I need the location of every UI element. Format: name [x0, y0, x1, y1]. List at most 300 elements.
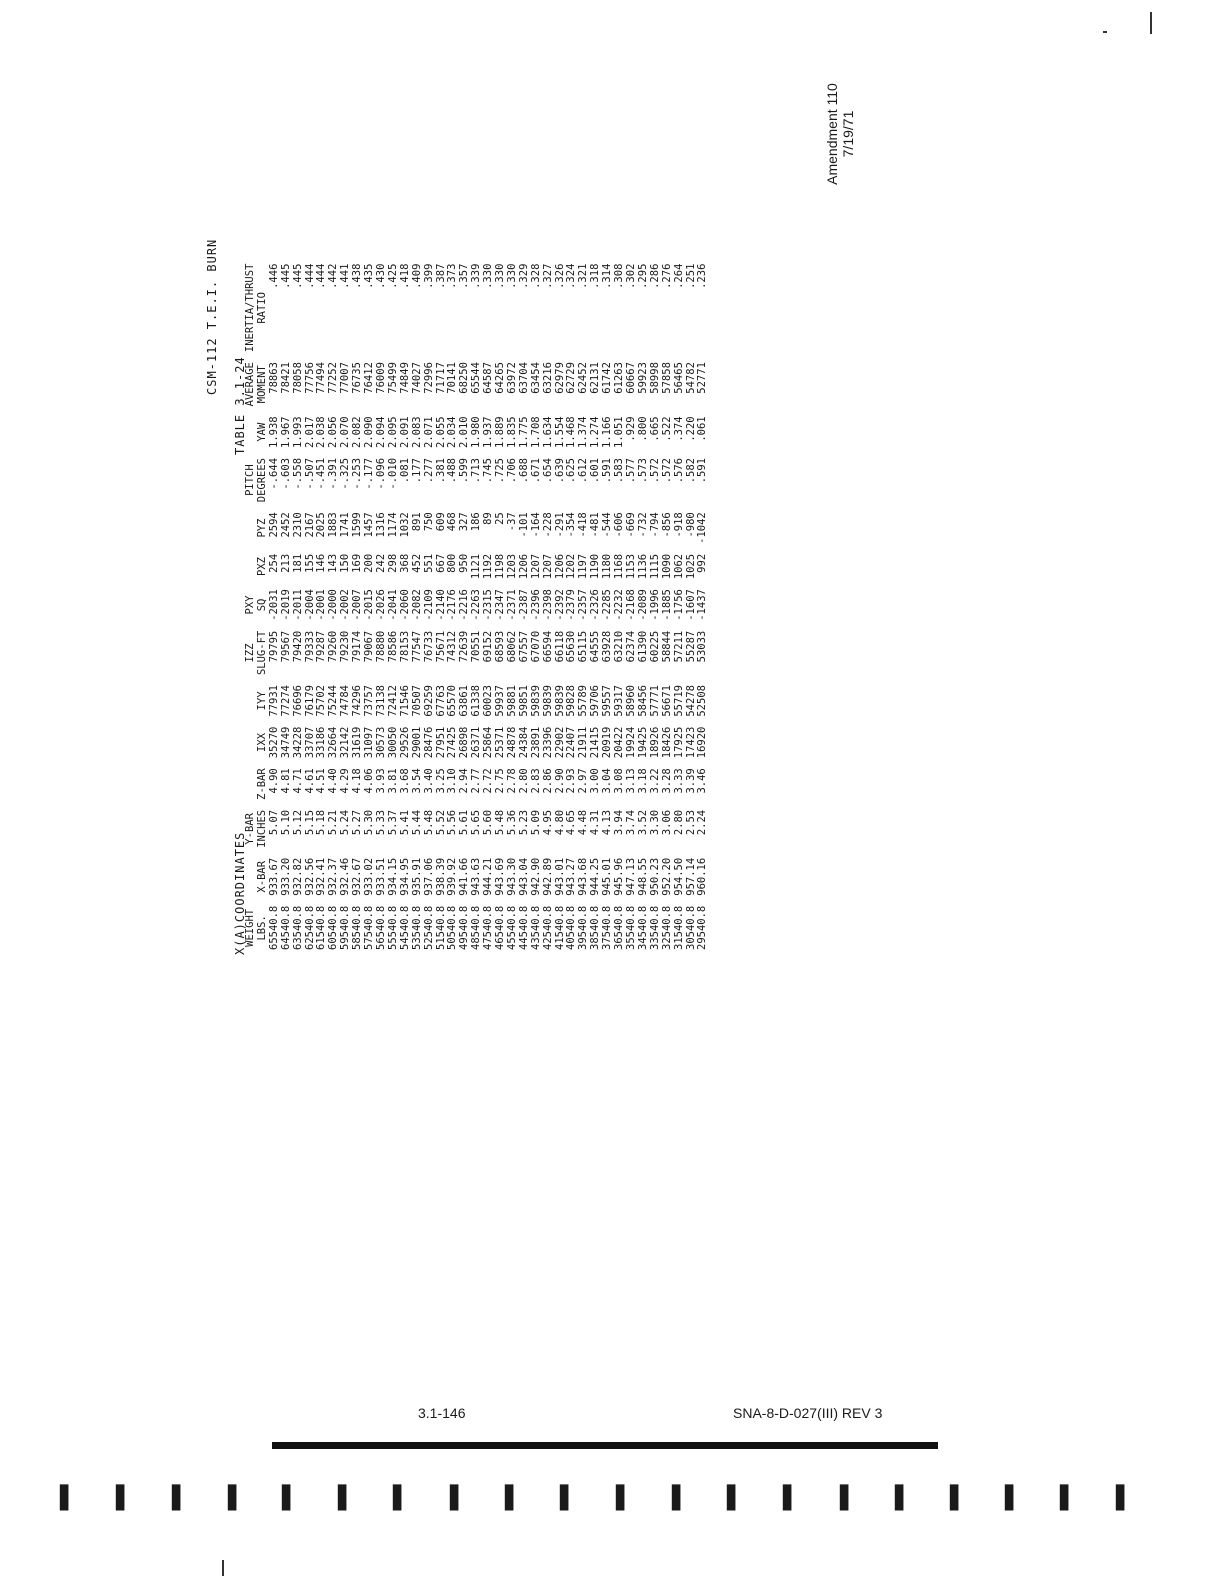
header-row: [245, 259, 269, 955]
table-cell: -.325: [339, 457, 352, 490]
table-cell: 31540.8: [672, 905, 685, 950]
table-cell: 5.37: [386, 809, 399, 836]
table-cell: 59557: [601, 685, 614, 717]
table-cell: 32664: [327, 726, 340, 759]
table-cell: -2176: [446, 589, 459, 621]
table-cell: -2232: [613, 589, 626, 621]
table-cell: 1.993: [291, 416, 304, 448]
table-cell: 5.61: [458, 809, 471, 836]
table-cell: .328: [529, 263, 542, 289]
table-cell: 667: [434, 553, 447, 573]
column-header: [245, 901, 269, 955]
column-label: AVERAGE: [244, 362, 256, 407]
table-cell: 28476: [422, 726, 435, 759]
table-cell: .591: [696, 457, 709, 484]
table-cell: -1885: [660, 589, 673, 621]
table-cell: 213: [279, 553, 292, 573]
table-cell: 200: [363, 553, 376, 573]
table-cell: 79260: [327, 630, 340, 663]
table-cell: .329: [517, 263, 530, 289]
table-cell: .409: [410, 263, 423, 289]
table-cell: .706: [505, 457, 518, 484]
table-cell: 1207: [529, 553, 542, 580]
table-cell: 62131: [589, 362, 602, 394]
table-cell: 933.51: [374, 857, 387, 896]
table-cell: 76009: [374, 362, 387, 394]
table-cell: 2.97: [577, 768, 590, 794]
table-cell: .308: [613, 263, 626, 289]
table-cell: .688: [517, 457, 530, 484]
table-cell: 76733: [422, 630, 435, 663]
table-cell: 34540.8: [636, 905, 649, 950]
table-cell: 933.02: [363, 857, 376, 896]
table-cell: 5.36: [505, 809, 518, 836]
table-cell: .582: [684, 457, 697, 484]
page-number: 3.1-146: [418, 1405, 466, 1421]
table-cell: 48540.8: [470, 905, 483, 950]
table-cell: 939.92: [446, 857, 459, 896]
table-cell: 55719: [672, 685, 685, 717]
table-cell: -.096: [374, 457, 387, 490]
table-cell: 67763: [434, 685, 447, 717]
table-cell: 934.95: [398, 857, 411, 896]
table-cell: .929: [625, 416, 637, 442]
table-cell: 41540.8: [553, 905, 566, 950]
table-cell: 1.468: [565, 416, 578, 448]
table-cell: 1062: [672, 553, 685, 580]
table-cell: 59923: [636, 362, 649, 394]
table-cell: .295: [636, 263, 649, 289]
table-cell: 58998: [648, 362, 661, 394]
table-cell: 59839: [529, 685, 542, 717]
table-cell: -2109: [422, 589, 435, 621]
scan-edge-mark: ▌: [282, 1485, 299, 1511]
table-cell: -1042: [696, 512, 709, 544]
table-cell: -418: [577, 512, 590, 538]
table-cell: -2011: [291, 589, 304, 621]
table-cell: 943.69: [494, 857, 507, 896]
table-cell: .330: [505, 263, 518, 289]
table-cell: .601: [589, 457, 602, 484]
table-cell: .591: [601, 457, 614, 484]
table-cell: 74784: [339, 685, 352, 717]
table-cell: 17423: [684, 726, 697, 759]
table-cell: 3.40: [422, 768, 435, 794]
table-cell: 1032: [398, 512, 411, 538]
table-cell: 26371: [470, 726, 483, 759]
table-row: [662, 259, 674, 955]
table-cell: -.177: [363, 457, 376, 490]
table-cell: 5.41: [398, 809, 411, 836]
table-cell: .800: [636, 416, 649, 442]
table-row: [293, 259, 305, 955]
table-cell: 17925: [672, 726, 685, 759]
table-cell: 1206: [517, 553, 530, 580]
column-unit: MOMENT: [255, 365, 268, 404]
scan-edge-mark: ▌: [172, 1485, 189, 1511]
table-cell: 77547: [410, 630, 423, 663]
table-cell: 24878: [505, 726, 518, 759]
table-cell: .081: [398, 457, 411, 484]
scan-edge-mark: ▌: [228, 1485, 245, 1511]
table-cell: 54782: [684, 362, 697, 394]
table-cell: 63704: [517, 362, 530, 394]
table-row: [543, 259, 555, 955]
table-cell: 79287: [315, 630, 328, 663]
table-cell: .438: [351, 263, 364, 289]
table-cell: 18926: [648, 726, 661, 759]
table-cell: 56465: [672, 362, 685, 394]
column-label: PITCH: [244, 464, 256, 496]
table-cell: 22902: [553, 726, 566, 759]
table-cell: .572: [660, 457, 673, 484]
table-cell: .577: [625, 457, 637, 484]
table-cell: 54540.8: [398, 905, 411, 950]
table-cell: 1741: [339, 512, 352, 538]
table-cell: 79795: [267, 630, 280, 663]
coordinates-group-header: X(A)COORDINATES: [233, 831, 247, 955]
column-header: [245, 722, 269, 764]
table-cell: .444: [303, 263, 316, 289]
column-header: [245, 853, 269, 901]
table-cell: .321: [577, 263, 590, 289]
table-cell: -2082: [410, 589, 423, 621]
table-cell: 20919: [601, 726, 614, 759]
table-cell: 1168: [613, 553, 626, 580]
table-cell: 3.52: [636, 809, 649, 836]
table-cell: .318: [589, 263, 602, 289]
scan-edge-mark: ▌: [1060, 1485, 1077, 1511]
table-cell: 25: [494, 512, 507, 525]
table-cell: 5.60: [482, 809, 495, 836]
table-cell: -980: [684, 512, 697, 538]
table-cell: 89: [482, 512, 495, 525]
scan-edge-marks: [60, 1485, 1160, 1509]
table-cell: 932.46: [339, 857, 352, 896]
table-cell: 3.22: [648, 768, 661, 794]
table-cell: 30573: [374, 726, 387, 759]
table-cell: 452: [410, 553, 423, 573]
table-cell: 53540.8: [410, 905, 423, 950]
table-cell: -2396: [529, 589, 542, 621]
table-cell: -228: [541, 512, 554, 538]
column-label: YAW: [255, 422, 268, 442]
table-cell: 27425: [446, 726, 459, 759]
table-cell: 944.25: [589, 857, 602, 896]
table-cell: 65630: [565, 630, 578, 663]
table-cell: 938.39: [434, 857, 447, 896]
column-header: [245, 584, 269, 626]
table-cell: -2315: [482, 589, 495, 621]
table-cell: 4.90: [267, 768, 280, 794]
table-cell: 943.68: [577, 857, 590, 896]
table-cell: 3.18: [636, 768, 649, 794]
table-cell: 79333: [303, 630, 316, 663]
table-cell: 1115: [648, 553, 661, 580]
table-cell: .286: [648, 263, 661, 289]
table-cell: 3.06: [660, 809, 673, 836]
table-cell: 32540.8: [660, 905, 673, 950]
table-cell: 933.20: [279, 857, 292, 896]
table-cell: 16920: [696, 726, 709, 759]
table-cell: 5.48: [422, 809, 435, 836]
scan-edge-mark: ▌: [1116, 1485, 1133, 1511]
table-cell: .357: [458, 263, 471, 289]
column-unit: DEGREES: [255, 457, 268, 503]
table-cell: 78880: [374, 630, 387, 663]
table-cell: 2.071: [422, 416, 435, 448]
table-cell: 4.18: [351, 768, 364, 794]
table-cell: 5.09: [529, 809, 542, 836]
table-cell: 3.33: [672, 768, 685, 794]
table-cell: 59540.8: [339, 905, 352, 950]
table-cell: 79174: [351, 630, 364, 663]
scan-speck: [1150, 12, 1152, 34]
table-cell: 70507: [410, 685, 423, 717]
table-cell: 26898: [458, 726, 471, 759]
table-cell: 943.63: [470, 857, 483, 896]
column-label: IXX: [255, 732, 268, 752]
table-cell: 2.038: [315, 416, 328, 448]
table-cell: .599: [458, 457, 471, 484]
table-cell: 1.634: [541, 416, 554, 448]
table-cell: 2.017: [303, 416, 316, 448]
table-cell: 5.56: [446, 809, 459, 836]
table-cell: 55287: [684, 630, 697, 663]
table-cell: 74849: [398, 362, 411, 394]
table-cell: 51540.8: [434, 905, 447, 950]
table-cell: 1190: [589, 553, 602, 580]
table-cell: 52508: [696, 685, 709, 717]
table-cell: 5.21: [327, 809, 340, 836]
column-label: Z-BAR: [255, 768, 268, 800]
table-cell: .399: [422, 263, 435, 289]
table-cell: 59937: [494, 685, 507, 717]
table-cell: .671: [529, 457, 542, 484]
table-cell: 2310: [291, 512, 304, 538]
table-cell: .277: [422, 457, 435, 484]
table-cell: -2285: [601, 589, 614, 621]
table-cell: 45540.8: [505, 905, 518, 950]
table-cell: 5.52: [434, 809, 447, 836]
scan-edge-mark: ▌: [616, 1485, 633, 1511]
table-cell: 76179: [303, 685, 316, 717]
table-cell: 78863: [267, 362, 280, 394]
table-cell: 3.00: [589, 768, 602, 794]
table-cell: 1121: [470, 553, 483, 580]
table-cell: .572: [648, 457, 661, 484]
table-row: [531, 259, 543, 955]
column-label: PXZ: [255, 557, 268, 576]
table-cell: 71717: [434, 362, 447, 394]
table-cell: 1207: [541, 553, 554, 580]
table-cell: 891: [410, 512, 423, 532]
table-cell: 2.034: [446, 416, 459, 448]
table-cell: 69152: [482, 630, 495, 663]
table-cell: 4.81: [279, 768, 292, 794]
table-cell: 32142: [339, 726, 352, 759]
table-cell: 31619: [351, 726, 364, 759]
table-cell: 934.15: [386, 857, 399, 896]
table-cell: 68250: [458, 362, 471, 394]
table-cell: 5.48: [494, 809, 507, 836]
table-cell: 57771: [648, 685, 661, 717]
table-cell: -2001: [315, 589, 328, 621]
table-cell: 368: [398, 553, 411, 573]
table-row: [674, 259, 686, 955]
table-cell: 3.46: [696, 768, 709, 794]
table-cell: 23396: [541, 726, 554, 759]
table-cell: 55540.8: [386, 905, 399, 950]
table-cell: 59828: [565, 685, 578, 717]
table-cell: 60023: [482, 685, 495, 717]
table-cell: 35270: [267, 726, 280, 759]
column-header: [245, 411, 269, 453]
table-cell: 2.86: [541, 768, 554, 794]
column-unit: RATIO: [255, 292, 268, 324]
table-cell: 1.274: [589, 416, 602, 448]
table-cell: -.507: [303, 457, 316, 490]
table-cell: 948.55: [636, 857, 649, 896]
table-cell: 61540.8: [315, 905, 328, 950]
scan-edge-mark: ▌: [60, 1485, 77, 1511]
table-cell: 2.90: [553, 768, 566, 794]
table-cell: 468: [446, 512, 459, 532]
table-cell: 943.04: [517, 857, 530, 896]
table-cell: 2.93: [565, 768, 578, 794]
table-cell: 155: [303, 553, 316, 573]
table-cell: 2.056: [327, 416, 340, 448]
table-cell: -2004: [303, 589, 316, 621]
table-cell: 62374: [625, 630, 637, 663]
table-cell: 2.095: [386, 416, 399, 448]
table-cell: -2392: [553, 589, 566, 621]
table-cell: .745: [482, 457, 495, 484]
table-cell: -794: [648, 512, 661, 538]
scan-edge-mark: ▌: [338, 1485, 355, 1511]
table-cell: -2031: [267, 589, 280, 621]
table-cell: 63861: [458, 685, 471, 717]
table-cell: 2.80: [517, 768, 530, 794]
table-cell: -856: [660, 512, 673, 538]
table-cell: 2.055: [434, 416, 447, 448]
table-cell: 2.010: [458, 416, 471, 448]
table-cell: 61338: [470, 685, 483, 717]
scan-edge-mark: ▌: [672, 1485, 689, 1511]
table-cell: 4.06: [363, 768, 376, 794]
table-cell: 2.80: [672, 809, 685, 836]
table-cell: -481: [589, 512, 602, 538]
table-cell: 800: [446, 553, 459, 573]
table-cell: 62979: [553, 362, 566, 394]
scan-edge-mark: ▌: [505, 1485, 522, 1511]
scan-speck: [1103, 31, 1107, 33]
table-cell: -2015: [363, 589, 376, 621]
table-cell: .444: [315, 263, 328, 289]
table-cell: 1316: [374, 512, 387, 538]
table-cell: 950: [458, 553, 471, 573]
table-cell: 72639: [458, 630, 471, 663]
table-cell: 941.66: [458, 857, 471, 896]
column-unit: LBS.: [255, 915, 268, 941]
table-cell: 947.13: [625, 857, 637, 896]
table-cell: 53033: [696, 630, 709, 663]
table-cell: 933.67: [267, 857, 280, 896]
table-cell: .418: [398, 263, 411, 289]
table-cell: 52540.8: [422, 905, 435, 950]
table-row: [400, 259, 412, 955]
table-cell: 5.15: [303, 809, 316, 836]
table-cell: 29540.8: [696, 905, 709, 950]
table-cell: 59851: [517, 685, 530, 717]
table-cell: 61390: [636, 630, 649, 663]
table-cell: 5.33: [374, 809, 387, 836]
table-cell: 944.21: [482, 857, 495, 896]
table-cell: 21415: [589, 726, 602, 759]
table-row: [650, 259, 662, 955]
column-header: [245, 453, 269, 507]
table-cell: .445: [291, 263, 304, 289]
table-cell: -2398: [541, 589, 554, 621]
table-cell: 59881: [505, 685, 518, 717]
table-cell: 65540.8: [267, 905, 280, 950]
table-cell: 3.39: [684, 768, 697, 794]
table-cell: -2026: [374, 589, 387, 621]
table-cell: -2019: [279, 589, 292, 621]
table-cell: -.451: [315, 457, 328, 490]
table-cell: 935.91: [410, 857, 423, 896]
table-cell: 169: [351, 553, 364, 573]
table-cell: 74296: [351, 685, 364, 717]
table-cell: .061: [696, 416, 709, 442]
table-cell: 2.090: [363, 416, 376, 448]
table-cell: 35540.8: [625, 905, 637, 950]
column-header: [245, 626, 269, 680]
table-cell: 2.091: [398, 416, 411, 448]
table-cell: 47540.8: [482, 905, 495, 950]
table-cell: 77494: [315, 362, 328, 394]
table-cell: -2347: [494, 589, 507, 621]
table-cell: 77252: [327, 362, 340, 394]
table-row: [519, 259, 531, 955]
column-label: PXY: [244, 595, 256, 615]
table-cell: 70551: [470, 630, 483, 663]
table-cell: -1607: [684, 589, 697, 621]
table-cell: -732: [636, 512, 649, 538]
column-label: INERTIA/THRUST: [244, 263, 256, 353]
table-cell: 34228: [291, 726, 304, 759]
table-cell: 60540.8: [327, 905, 340, 950]
table-cell: -37: [505, 512, 518, 532]
table-cell: 62452: [577, 362, 590, 394]
table-cell: 2594: [267, 512, 280, 538]
table-cell: 66594: [541, 630, 554, 663]
table-row: [412, 259, 424, 955]
column-label: IZZ: [244, 643, 256, 663]
table-cell: 3.81: [386, 768, 399, 794]
table-cell: 22407: [565, 726, 578, 759]
table-cell: 943.30: [505, 857, 518, 896]
table-cell: -2357: [577, 589, 590, 621]
table-cell: 65115: [577, 630, 590, 663]
table-cell: 150: [339, 553, 352, 573]
table-cell: 2.78: [505, 768, 518, 794]
table-cell: 77007: [339, 362, 352, 394]
table-cell: 1202: [565, 553, 578, 580]
table-cell: 942.90: [529, 857, 542, 896]
table-cell: -164: [529, 512, 542, 538]
table-cell: 2.094: [374, 416, 387, 448]
